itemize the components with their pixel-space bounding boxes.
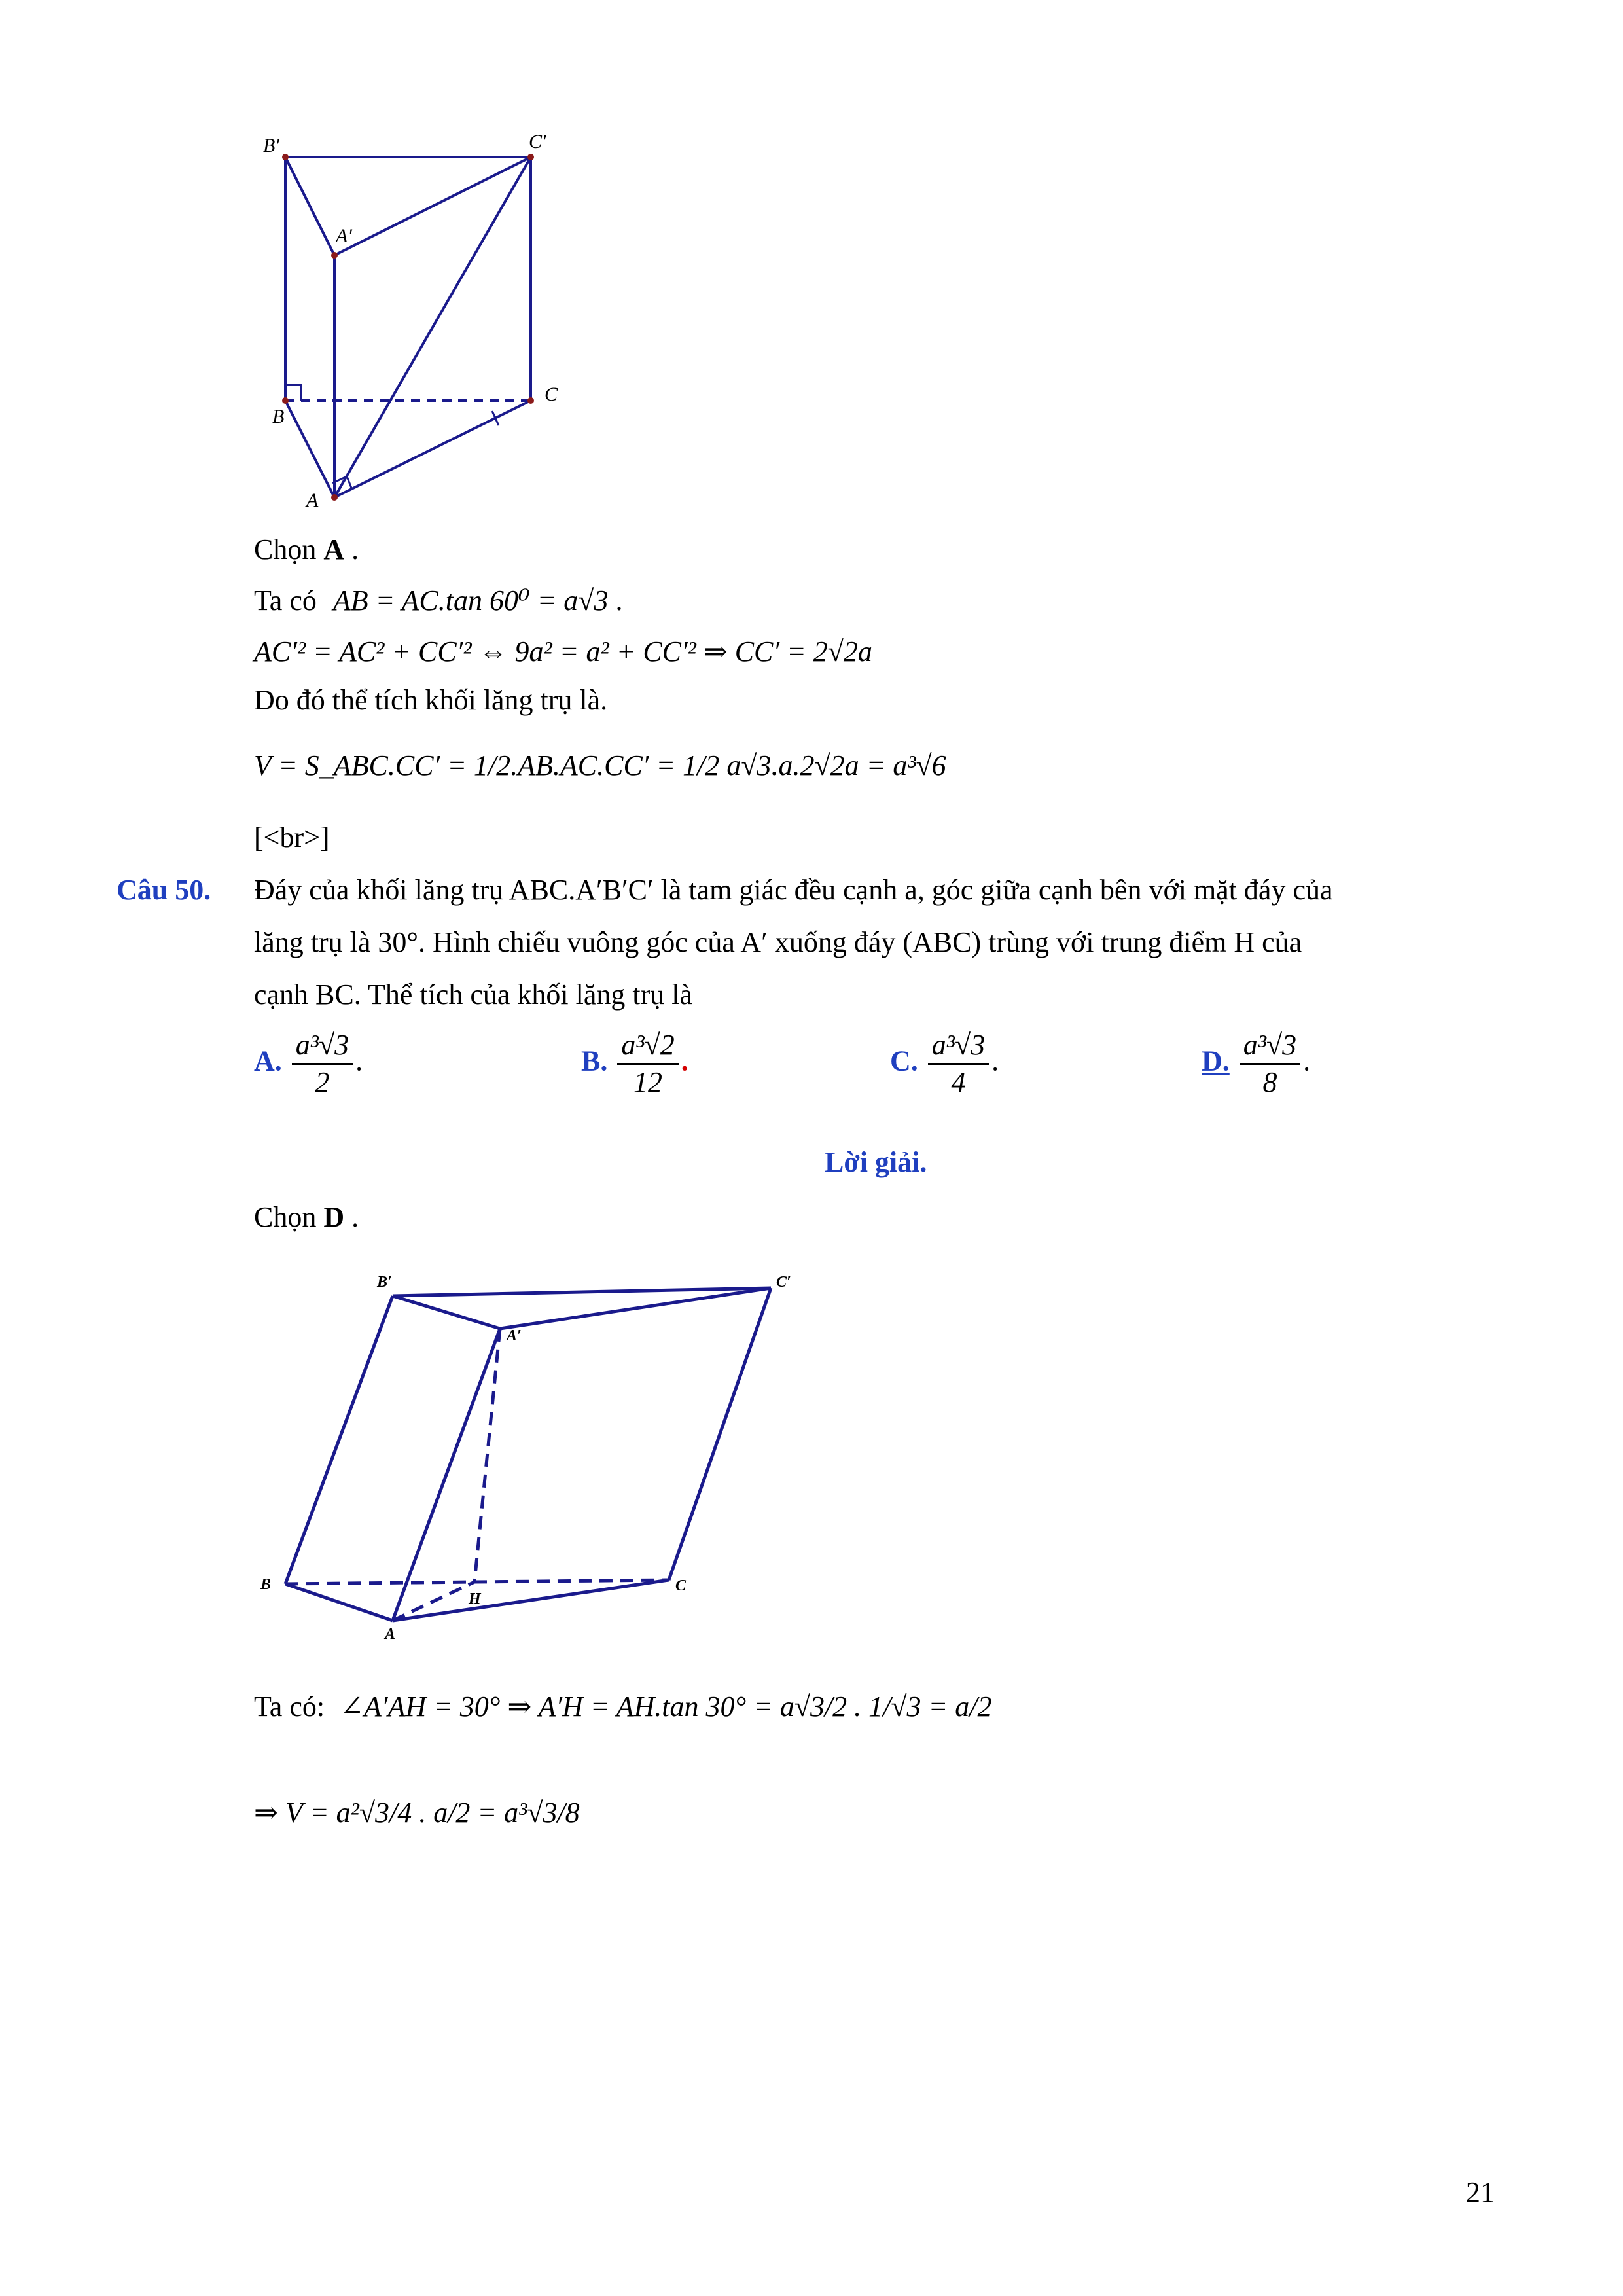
label2-b: B — [260, 1576, 272, 1593]
label2-a: A — [385, 1626, 396, 1643]
choose-line-50: Chọn D . — [254, 1201, 359, 1233]
figure-prism-1 — [249, 118, 589, 524]
option-b-den: 12 — [633, 1066, 663, 1098]
option-d-label: D. — [1202, 1045, 1230, 1077]
option-b[interactable]: B. $\frac{\text{a³√2}}{12}$ . — [581, 1028, 688, 1100]
line1-math: AB = AC.tan 60⁰ = a√3 — [332, 584, 609, 617]
solution49-line1: Ta có AB = AC.tan 60⁰ = a√3 . — [254, 584, 623, 617]
question-line2: lăng trụ là 30°. Hình chiếu vuông góc của A′ xuống đáy (ABC) trùng với trung điểm H của — [254, 926, 1302, 958]
option-d-den: 8 — [1262, 1066, 1277, 1098]
question-label: Câu 50. — [116, 874, 211, 906]
solution49-line2: AC′² = AC² + CC′² ⇔ 9a² = a² + CC′² ⇒ CC′ = 2√2a — [254, 636, 872, 668]
choose-label: Chọn — [254, 533, 317, 565]
label2-h: H — [469, 1590, 481, 1607]
option-c-label: C. — [890, 1045, 918, 1077]
question-line3: cạnh BC. Thể tích của khối lăng trụ là — [254, 978, 693, 1011]
label-b-prime: B′ — [263, 135, 279, 156]
sol50-line1-math: ∠A′AH = 30° ⇒ A′H = AH.tan 30° = a√3/2 . 1/√3 = a/2 — [340, 1691, 992, 1723]
label-b: B — [272, 406, 285, 427]
option-c-num: a³√3 — [928, 1028, 989, 1065]
page-number: 21 — [1466, 2176, 1495, 2208]
solution-heading: Lời giải. — [825, 1146, 927, 1178]
option-c[interactable]: C. $\frac{\text{a³√3}}{4}$ . — [890, 1028, 999, 1100]
solution50-line1 — [254, 1687, 991, 1727]
choose-label-50: Chọn — [254, 1201, 317, 1233]
label2-b-prime: B′ — [377, 1274, 392, 1291]
option-a[interactable]: A. $\frac{\text{a³√3}}{2}$ . — [254, 1028, 363, 1100]
label-c-prime: C′ — [529, 131, 546, 152]
option-a-label: A. — [254, 1045, 282, 1077]
label2-c: C — [675, 1577, 687, 1594]
line1-prefix: Ta có — [254, 584, 317, 617]
option-b-label: B. — [581, 1045, 608, 1077]
label-a-prime: A′ — [336, 225, 352, 247]
solution49-line4: V = S_ABC.CC′ = 1/2.AB.AC.CC′ = 1/2 a√3.a.2√2a = a³√6 — [254, 749, 946, 781]
choose-value: A — [323, 533, 345, 565]
question-line1: Đáy của khối lăng trụ ABC.A′B′C′ là tam giác đều cạnh a, góc giữa cạnh bên với mặt đáy của — [254, 874, 1333, 906]
option-b-num: a³√2 — [617, 1028, 678, 1065]
choose-line-49: Chọn A . — [254, 533, 359, 565]
option-d[interactable]: D. $\frac{\text{a³√3}}{8}$ . — [1202, 1028, 1310, 1100]
label-c: C — [544, 384, 558, 405]
label-a: A — [306, 490, 319, 511]
option-c-den: 4 — [951, 1066, 966, 1098]
label2-c-prime: C′ — [776, 1274, 791, 1291]
option-a-den: 2 — [315, 1066, 330, 1098]
sol50-line1-prefix: Ta có: — [254, 1691, 325, 1723]
option-a-num: a³√3 — [292, 1028, 353, 1065]
solution50-line2: ⇒ V = a²√3/4 . a/2 = a³√3/8 — [254, 1797, 580, 1829]
option-d-num: a³√3 — [1240, 1028, 1300, 1065]
choose-value-50: D — [323, 1201, 345, 1233]
figure-prism-2 — [255, 1257, 818, 1643]
br-marker: [<br>] — [254, 821, 330, 853]
solution49-line3: Do đó thể tích khối lăng trụ là. — [254, 684, 608, 716]
label2-a-prime: A′ — [507, 1327, 522, 1344]
